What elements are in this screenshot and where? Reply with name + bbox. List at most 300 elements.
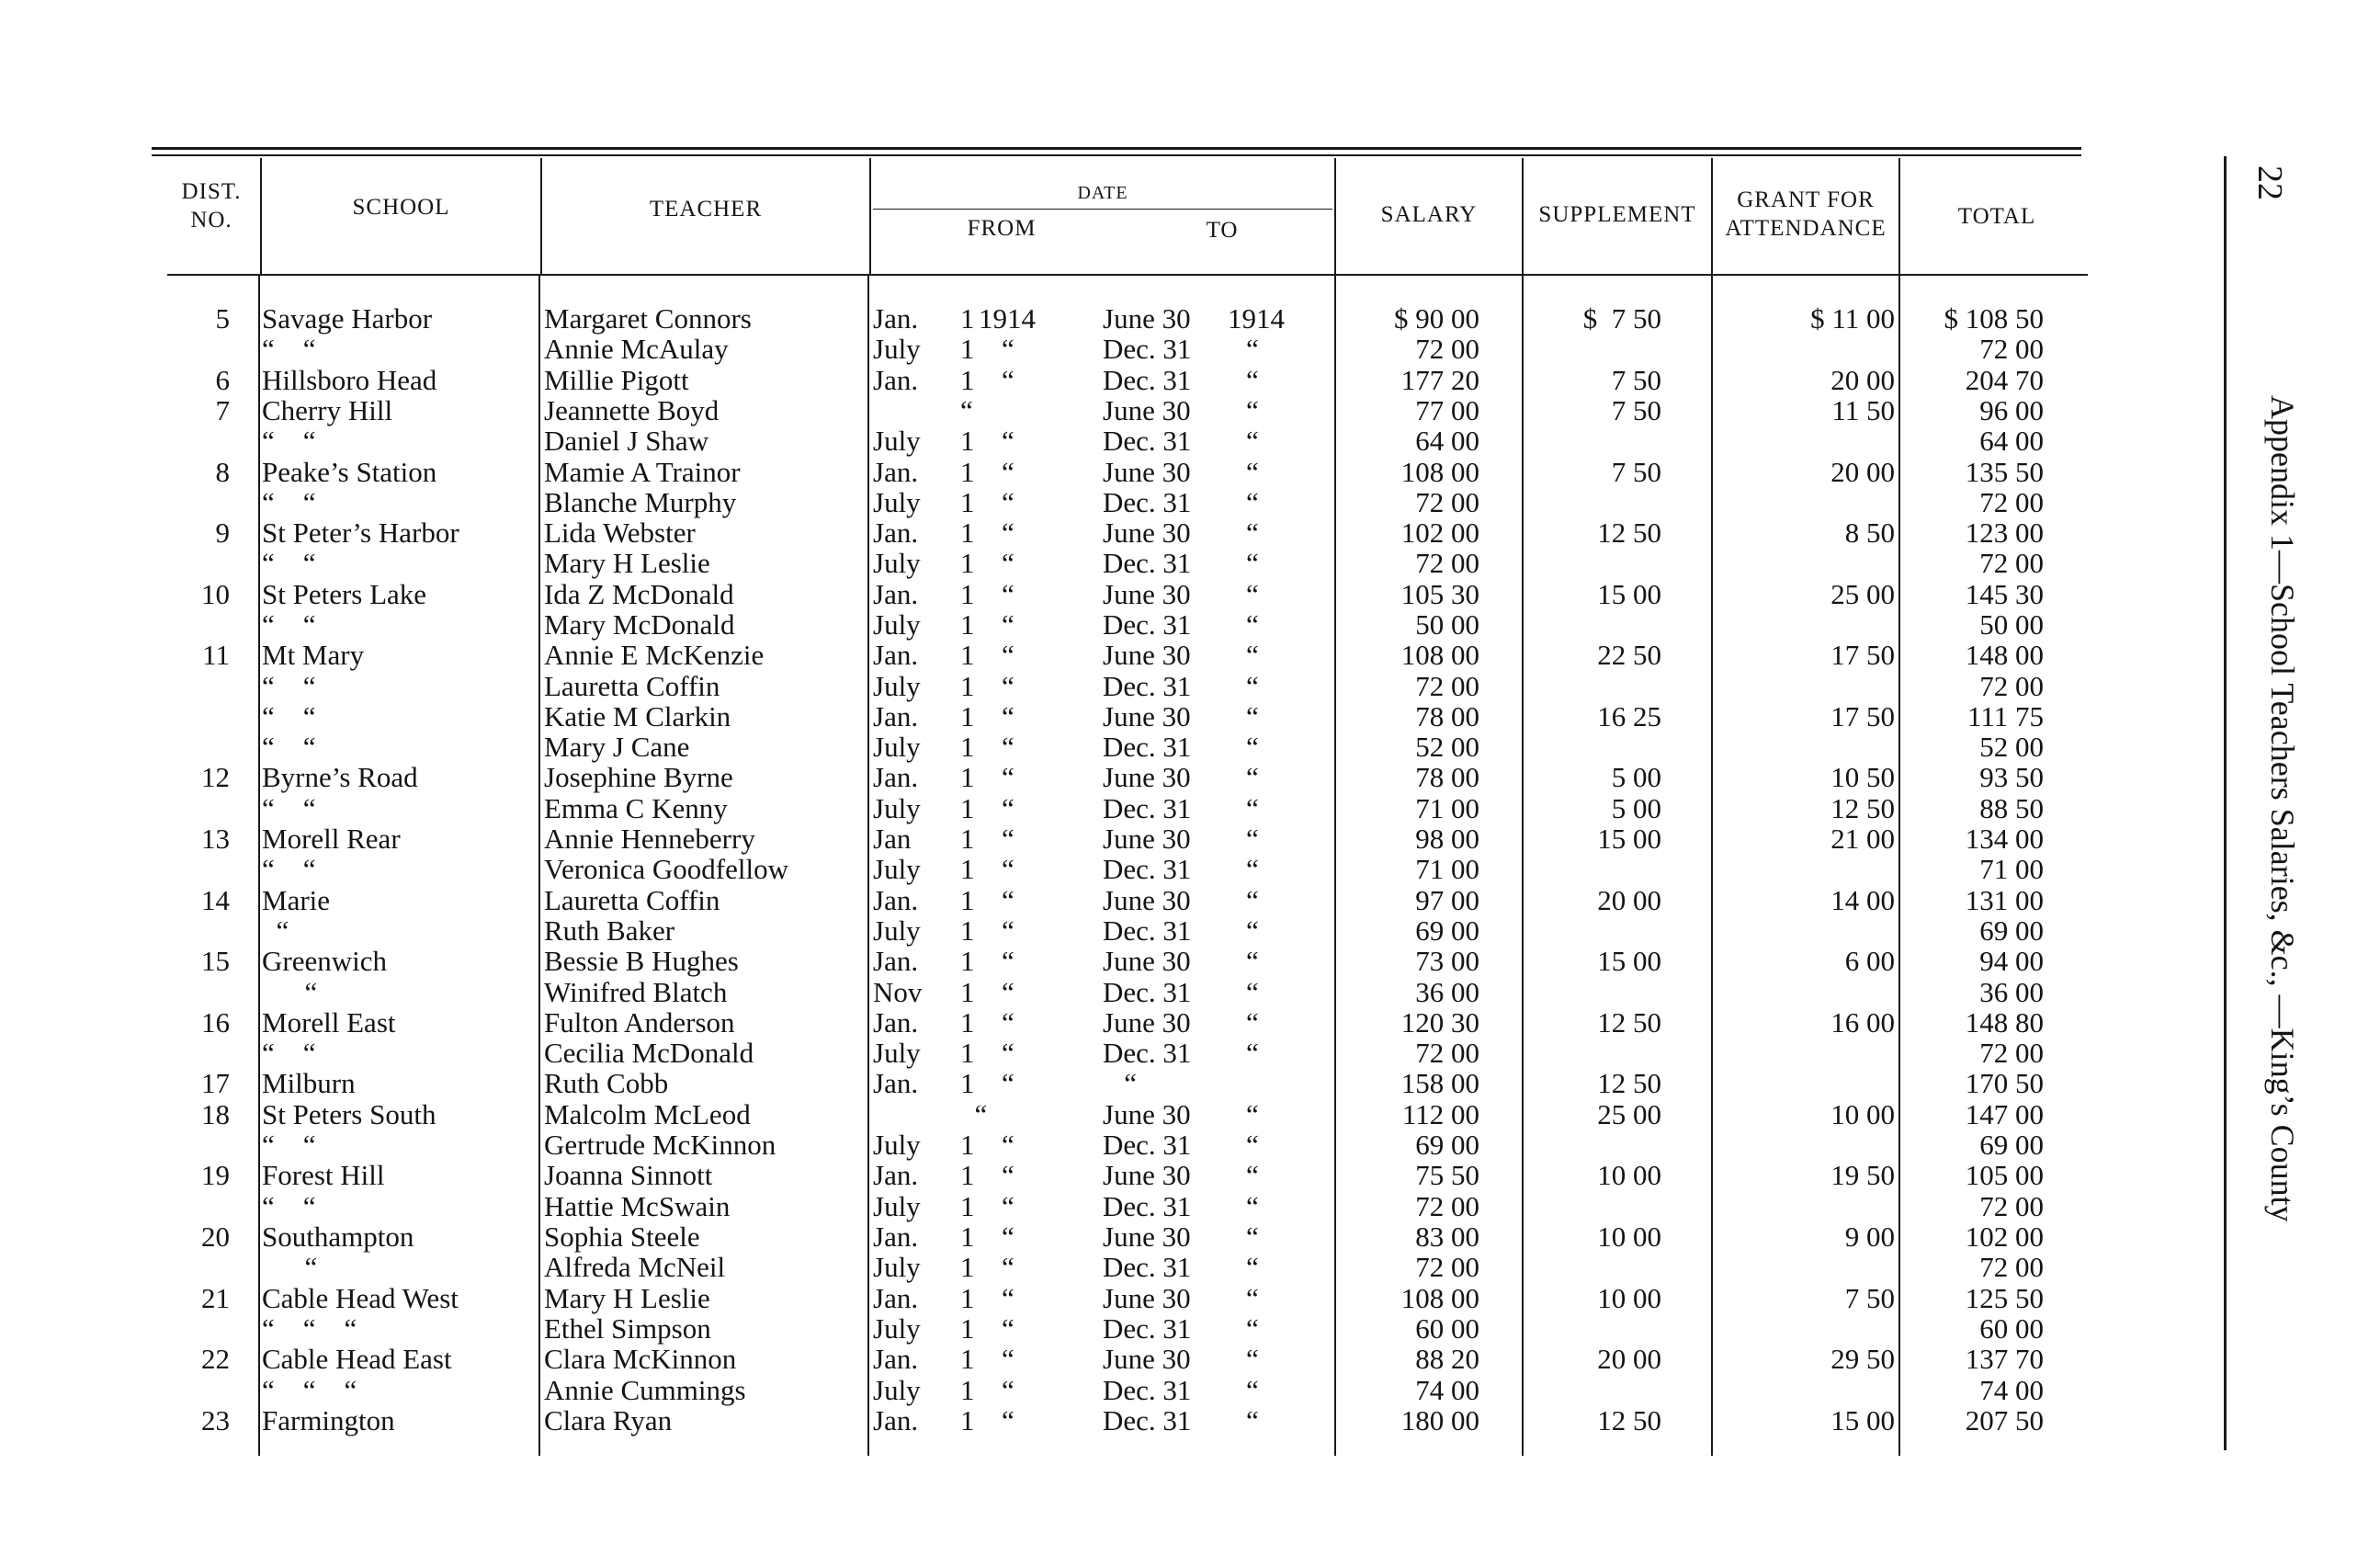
from-day: 1 [960, 517, 975, 549]
salary-cell: 69 00 [1415, 914, 1479, 947]
from-month: Jan. [873, 1067, 919, 1099]
from-day: 1 [960, 1067, 975, 1099]
total-cell: 137 70 [1965, 1343, 2044, 1375]
from-month: Jan. [873, 1006, 919, 1039]
total-cell: 72 00 [1979, 333, 2044, 365]
from-year: “ [1002, 1343, 1014, 1375]
school-name: Farmington [262, 1404, 395, 1436]
table-row [0, 1099, 2104, 1130]
salary-cell: 120 30 [1400, 1006, 1479, 1039]
to-year: “ [1246, 1312, 1259, 1345]
date-subrule [873, 209, 1332, 210]
teacher-name: Fulton Anderson [544, 1006, 735, 1039]
school-name: Southampton [262, 1220, 414, 1253]
header-dist-line1: DIST. [181, 179, 242, 204]
teacher-name: Mary J Cane [544, 731, 690, 763]
to-date: Dec. 31 [1103, 1037, 1192, 1069]
to-date: Dec. 31 [1103, 853, 1192, 885]
dist-no: 10 [201, 578, 230, 610]
teacher-name: Alfreda McNeil [544, 1251, 726, 1283]
total-cell: 72 00 [1979, 1037, 2044, 1069]
supplement-cell: $ 7 50 [1582, 302, 1661, 335]
from-month: July [873, 425, 921, 457]
supplement-cell: 15 00 [1597, 578, 1661, 610]
from-month: July [873, 1251, 921, 1283]
from-month: July [873, 1190, 921, 1222]
school-name: Peake’s Station [262, 456, 437, 488]
table-row [0, 671, 2104, 701]
from-month: July [873, 608, 921, 641]
table-row [0, 732, 2104, 762]
school-name: “ “ [262, 1129, 316, 1161]
teacher-name: Veronica Goodfellow [544, 853, 788, 885]
total-cell: 170 50 [1965, 1067, 2044, 1099]
to-year: “ [1246, 608, 1259, 641]
teacher-name: Annie Cummings [544, 1374, 746, 1406]
school-name: Mt Mary [262, 639, 365, 671]
total-cell: 71 00 [1979, 853, 2044, 885]
to-year: “ [1246, 914, 1259, 947]
school-name: Forest Hill [262, 1159, 385, 1191]
total-cell: 125 50 [1965, 1282, 2044, 1314]
top-rule [152, 147, 2081, 150]
school-name: Cable Head West [262, 1282, 459, 1314]
from-day: 1 [960, 333, 975, 365]
top-rule-inner [152, 154, 2081, 156]
from-day: 1 [960, 1006, 975, 1039]
table-row [0, 303, 2104, 334]
salary-cell: 72 00 [1415, 670, 1479, 702]
from-day: 1 [960, 853, 975, 885]
header-salary: SALARY [1380, 202, 1478, 227]
total-cell: $ 108 50 [1944, 302, 2044, 335]
from-year: “ [1002, 1006, 1014, 1039]
from-year: “ [1002, 456, 1014, 488]
table-row [0, 823, 2104, 854]
from-month: Jan. [873, 1159, 919, 1191]
teacher-name: Annie Henneberry [544, 823, 755, 855]
from-year: “ [1002, 364, 1014, 396]
from-month: Jan. [873, 364, 919, 396]
from-day: 1 [960, 731, 975, 763]
side-title: Appendix 1—School Teachers Salaries, &c., —King’s County [2264, 395, 2301, 1222]
grant-cell: 29 50 [1830, 1343, 1895, 1375]
school-name: “ “ [262, 853, 316, 885]
from-day: 1 [960, 761, 975, 793]
table-row [0, 579, 2104, 609]
to-year: “ [1246, 1404, 1259, 1436]
school-name: Savage Harbor [262, 302, 433, 335]
dist-no: 14 [201, 884, 230, 916]
grant-cell: 15 00 [1830, 1404, 1895, 1436]
dist-no: 22 [201, 1343, 230, 1375]
dist-no: 18 [201, 1098, 230, 1130]
header-col-divider [869, 158, 871, 276]
to-date: June 30 [1103, 945, 1191, 977]
salary-cell: 52 00 [1415, 731, 1479, 763]
dist-no: 19 [201, 1159, 230, 1191]
from-day: 1 [960, 1404, 975, 1436]
supplement-cell: 7 50 [1611, 364, 1661, 396]
total-cell: 111 75 [1967, 700, 2044, 732]
total-cell: 60 00 [1979, 1312, 2044, 1345]
supplement-cell: 12 50 [1597, 1067, 1661, 1099]
school-name: St Peter’s Harbor [262, 517, 459, 549]
from-day: “ [960, 394, 973, 426]
salary-cell: 71 00 [1415, 792, 1479, 824]
from-year: “ [1002, 547, 1014, 579]
table-row [0, 365, 2104, 395]
supplement-cell: 5 00 [1611, 792, 1661, 824]
to-year: “ [1246, 945, 1259, 977]
from-day: “ [960, 1098, 988, 1130]
teacher-name: Mamie A Trainor [544, 456, 741, 488]
salary-cell: 108 00 [1400, 639, 1479, 671]
salary-cell: 72 00 [1415, 486, 1479, 518]
supplement-cell: 5 00 [1611, 761, 1661, 793]
salary-cell: 72 00 [1415, 1190, 1479, 1222]
total-cell: 72 00 [1979, 1251, 2044, 1283]
from-year: “ [1002, 1067, 1014, 1099]
supplement-cell: 15 00 [1597, 945, 1661, 977]
from-month: July [873, 1037, 921, 1069]
to-date: June 30 [1103, 394, 1191, 426]
header-date: DATE [1077, 183, 1128, 203]
from-year: “ [1002, 700, 1014, 732]
school-name: St Peters Lake [262, 578, 427, 610]
teacher-name: Josephine Byrne [544, 761, 733, 793]
header-to: TO [1206, 218, 1239, 243]
school-name: “ “ [262, 792, 316, 824]
from-year: “ [1002, 425, 1014, 457]
to-year: “ [1246, 1282, 1259, 1314]
from-year: “ [1002, 578, 1014, 610]
salary-cell: 50 00 [1415, 608, 1479, 641]
from-day: 1 [960, 792, 975, 824]
supplement-cell: 10 00 [1597, 1220, 1661, 1253]
school-name: “ [262, 976, 318, 1008]
dist-no: 7 [215, 394, 230, 426]
salary-cell: 64 00 [1415, 425, 1479, 457]
teacher-name: Lauretta Coffin [544, 670, 720, 702]
from-year: “ [1002, 1190, 1014, 1222]
teacher-name: Ruth Cobb [544, 1067, 669, 1099]
salary-cell: 74 00 [1415, 1374, 1479, 1406]
salary-cell: 72 00 [1415, 1037, 1479, 1069]
salary-cell: 72 00 [1415, 333, 1479, 365]
dist-no: 8 [215, 456, 230, 488]
to-year: “ [1246, 1251, 1259, 1283]
from-month: Jan. [873, 302, 919, 335]
from-month: Nov [873, 976, 923, 1008]
school-name: “ “ [262, 731, 316, 763]
from-day: 1 [960, 945, 975, 977]
table-row [0, 1038, 2104, 1068]
grant-cell: 20 00 [1830, 364, 1895, 396]
teacher-name: Ruth Baker [544, 914, 675, 947]
header-from: FROM [967, 216, 1037, 241]
to-year: “ [1246, 425, 1259, 457]
school-name: “ [262, 914, 289, 947]
to-date: “ [1103, 1067, 1138, 1099]
school-name: “ “ [262, 486, 316, 518]
from-day: 1 [960, 1159, 975, 1191]
from-year: “ [1002, 792, 1014, 824]
teacher-name: Ida Z McDonald [544, 578, 734, 610]
table-row [0, 640, 2104, 670]
from-year: “ [1002, 853, 1014, 885]
to-date: Dec. 31 [1103, 731, 1192, 763]
supplement-cell: 25 00 [1597, 1098, 1661, 1130]
from-year: “ [1002, 884, 1014, 916]
margin-rule [2224, 156, 2227, 1450]
salary-cell: 180 00 [1400, 1404, 1479, 1436]
teacher-name: Blanche Murphy [544, 486, 737, 518]
salary-cell: 98 00 [1415, 823, 1479, 855]
total-cell: 134 00 [1965, 823, 2044, 855]
total-cell: 96 00 [1979, 394, 2044, 426]
grant-cell: 16 00 [1830, 1006, 1895, 1039]
table-row [0, 395, 2104, 426]
from-year: “ [1002, 976, 1014, 1008]
from-day: 1 [960, 547, 975, 579]
to-year: “ [1246, 1037, 1259, 1069]
table-row [0, 517, 2104, 548]
from-day: 1 [960, 1129, 975, 1161]
dist-no: 21 [201, 1282, 230, 1314]
teacher-name: Daniel J Shaw [544, 425, 709, 457]
grant-cell: 6 00 [1844, 945, 1895, 977]
salary-cell: 105 30 [1400, 578, 1479, 610]
to-date: Dec. 31 [1103, 1312, 1192, 1345]
from-year: “ [1002, 823, 1014, 855]
salary-cell: 158 00 [1400, 1067, 1479, 1099]
from-month: July [873, 670, 921, 702]
salary-cell: 75 50 [1415, 1159, 1479, 1191]
to-year: “ [1246, 792, 1259, 824]
from-day: 1 [960, 1190, 975, 1222]
from-month: Jan. [873, 945, 919, 977]
table-row [0, 1221, 2104, 1252]
salary-cell: 108 00 [1400, 1282, 1479, 1314]
total-cell: 72 00 [1979, 547, 2044, 579]
teacher-name: Mary H Leslie [544, 1282, 710, 1314]
teacher-name: Ethel Simpson [544, 1312, 711, 1345]
to-date: June 30 [1103, 578, 1191, 610]
from-day: 1 [960, 976, 975, 1008]
school-name: Milburn [262, 1067, 356, 1099]
total-cell: 72 00 [1979, 1190, 2044, 1222]
school-name: “ “ [262, 1190, 316, 1222]
to-year: “ [1246, 394, 1259, 426]
header-supplement: SUPPLEMENT [1538, 202, 1696, 227]
to-date: June 30 [1103, 761, 1191, 793]
dist-no: 9 [215, 517, 230, 549]
from-month: Jan. [873, 761, 919, 793]
from-year: “ [1002, 1129, 1014, 1161]
salary-cell: 72 00 [1415, 547, 1479, 579]
to-year: “ [1246, 517, 1259, 549]
to-date: Dec. 31 [1103, 333, 1192, 365]
grant-cell: 25 00 [1830, 578, 1895, 610]
from-year: “ [1002, 608, 1014, 641]
table-row [0, 457, 2104, 487]
to-date: June 30 [1103, 823, 1191, 855]
school-name: “ “ [262, 1037, 316, 1069]
dist-no: 20 [201, 1220, 230, 1253]
from-day: 1 [960, 302, 975, 335]
salary-cell: 60 00 [1415, 1312, 1479, 1345]
from-day: 1 [960, 1374, 975, 1406]
from-month: July [873, 547, 921, 579]
table-row [0, 1068, 2104, 1098]
from-day: 1 [960, 823, 975, 855]
from-year: “ [1002, 1220, 1014, 1253]
supplement-cell: 20 00 [1597, 1343, 1661, 1375]
table-row [0, 946, 2104, 976]
from-year: “ [1002, 639, 1014, 671]
to-date: June 30 [1103, 456, 1191, 488]
to-year: “ [1246, 486, 1259, 518]
to-year: “ [1246, 547, 1259, 579]
total-cell: 204 70 [1965, 364, 2044, 396]
grant-cell: 17 50 [1830, 639, 1895, 671]
from-day: 1 [960, 884, 975, 916]
to-year: “ [1246, 670, 1259, 702]
table-row [0, 854, 2104, 884]
to-date: June 30 [1103, 639, 1191, 671]
from-year: 1914 [979, 302, 1036, 335]
from-month: Jan. [873, 1220, 919, 1253]
from-day: 1 [960, 456, 975, 488]
from-month: July [873, 333, 921, 365]
grant-cell: 8 50 [1844, 517, 1895, 549]
table-row [0, 548, 2104, 578]
supplement-cell: 16 25 [1597, 700, 1661, 732]
school-name: “ “ [262, 425, 316, 457]
salary-cell: 102 00 [1400, 517, 1479, 549]
teacher-name: Gertrude McKinnon [544, 1129, 776, 1161]
to-date: Dec. 31 [1103, 1374, 1192, 1406]
salary-cell: 71 00 [1415, 853, 1479, 885]
teacher-name: Hattie McSwain [544, 1190, 731, 1222]
to-year: “ [1246, 456, 1259, 488]
header-grant [1713, 186, 1898, 244]
header-dist [161, 177, 262, 235]
teacher-name: Clara McKinnon [544, 1343, 737, 1375]
from-day: 1 [960, 1282, 975, 1314]
total-cell: 102 00 [1965, 1220, 2044, 1253]
school-name: Morell East [262, 1006, 396, 1039]
header-grant-line1: GRANT FOR [1737, 187, 1875, 212]
teacher-name: Emma C Kenny [544, 792, 728, 824]
supplement-cell: 7 50 [1611, 456, 1661, 488]
total-cell: 69 00 [1979, 914, 2044, 947]
to-year: “ [1246, 731, 1259, 763]
to-date: Dec. 31 [1103, 608, 1192, 641]
total-cell: 94 00 [1979, 945, 2044, 977]
to-date: Dec. 31 [1103, 1190, 1192, 1222]
salary-cell: 36 00 [1415, 976, 1479, 1008]
to-year: “ [1246, 853, 1259, 885]
header-dist-line2: NO. [190, 208, 232, 233]
to-year: “ [1246, 1220, 1259, 1253]
teacher-name: Joanna Sinnott [544, 1159, 713, 1191]
teacher-name: Lida Webster [544, 517, 696, 549]
to-date: June 30 [1103, 1282, 1191, 1314]
to-year: “ [1246, 1006, 1259, 1039]
grant-cell: 14 00 [1830, 884, 1895, 916]
from-month: July [873, 1374, 921, 1406]
to-date: Dec. 31 [1103, 976, 1192, 1008]
from-month: July [873, 853, 921, 885]
from-year: “ [1002, 1374, 1014, 1406]
total-cell: 147 00 [1965, 1098, 2044, 1130]
from-day: 1 [960, 1220, 975, 1253]
to-year: “ [1246, 1374, 1259, 1406]
school-name: “ “ [262, 670, 316, 702]
to-date: June 30 [1103, 517, 1191, 549]
to-date: June 30 [1103, 884, 1191, 916]
salary-cell: 97 00 [1415, 884, 1479, 916]
total-cell: 74 00 [1979, 1374, 2044, 1406]
table-row [0, 1160, 2104, 1190]
supplement-cell: 15 00 [1597, 823, 1661, 855]
to-year: “ [1246, 364, 1259, 396]
grant-cell: $ 11 00 [1810, 302, 1895, 335]
salary-cell: 77 00 [1415, 394, 1479, 426]
school-name: Byrne’s Road [262, 761, 418, 793]
dist-no: 23 [201, 1404, 230, 1436]
total-cell: 148 00 [1965, 639, 2044, 671]
total-cell: 93 50 [1979, 761, 2044, 793]
supplement-cell: 7 50 [1611, 394, 1661, 426]
to-date: Dec. 31 [1103, 1251, 1192, 1283]
to-date: June 30 [1103, 1159, 1191, 1191]
to-date: Dec. 31 [1103, 1129, 1192, 1161]
to-date: Dec. 31 [1103, 670, 1192, 702]
to-year: “ [1246, 333, 1259, 365]
from-year: “ [1002, 517, 1014, 549]
teacher-name: Cecilia McDonald [544, 1037, 754, 1069]
supplement-cell: 20 00 [1597, 884, 1661, 916]
teacher-name: Annie McAulay [544, 333, 729, 365]
supplement-cell: 10 00 [1597, 1159, 1661, 1191]
grant-cell: 7 50 [1844, 1282, 1895, 1314]
to-year: “ [1246, 823, 1259, 855]
table-row [0, 1007, 2104, 1038]
header-total: TOTAL [1957, 204, 2036, 229]
to-date: June 30 [1103, 700, 1191, 732]
dist-no: 15 [201, 945, 230, 977]
from-day: 1 [960, 639, 975, 671]
table-row [0, 1130, 2104, 1160]
salary-cell: 112 00 [1401, 1098, 1479, 1130]
salary-cell: 69 00 [1415, 1129, 1479, 1161]
from-month: Jan. [873, 456, 919, 488]
teacher-name: Malcolm McLeod [544, 1098, 751, 1130]
to-year: “ [1246, 1343, 1259, 1375]
supplement-cell: 12 50 [1597, 1006, 1661, 1039]
table-row [0, 793, 2104, 823]
salary-cell: 78 00 [1415, 761, 1479, 793]
teacher-name: Jeannette Boyd [544, 394, 720, 426]
header-teacher: TEACHER [649, 197, 763, 221]
school-name: “ “ [262, 700, 316, 732]
from-day: 1 [960, 1037, 975, 1069]
from-day: 1 [960, 670, 975, 702]
grant-cell: 12 50 [1830, 792, 1895, 824]
